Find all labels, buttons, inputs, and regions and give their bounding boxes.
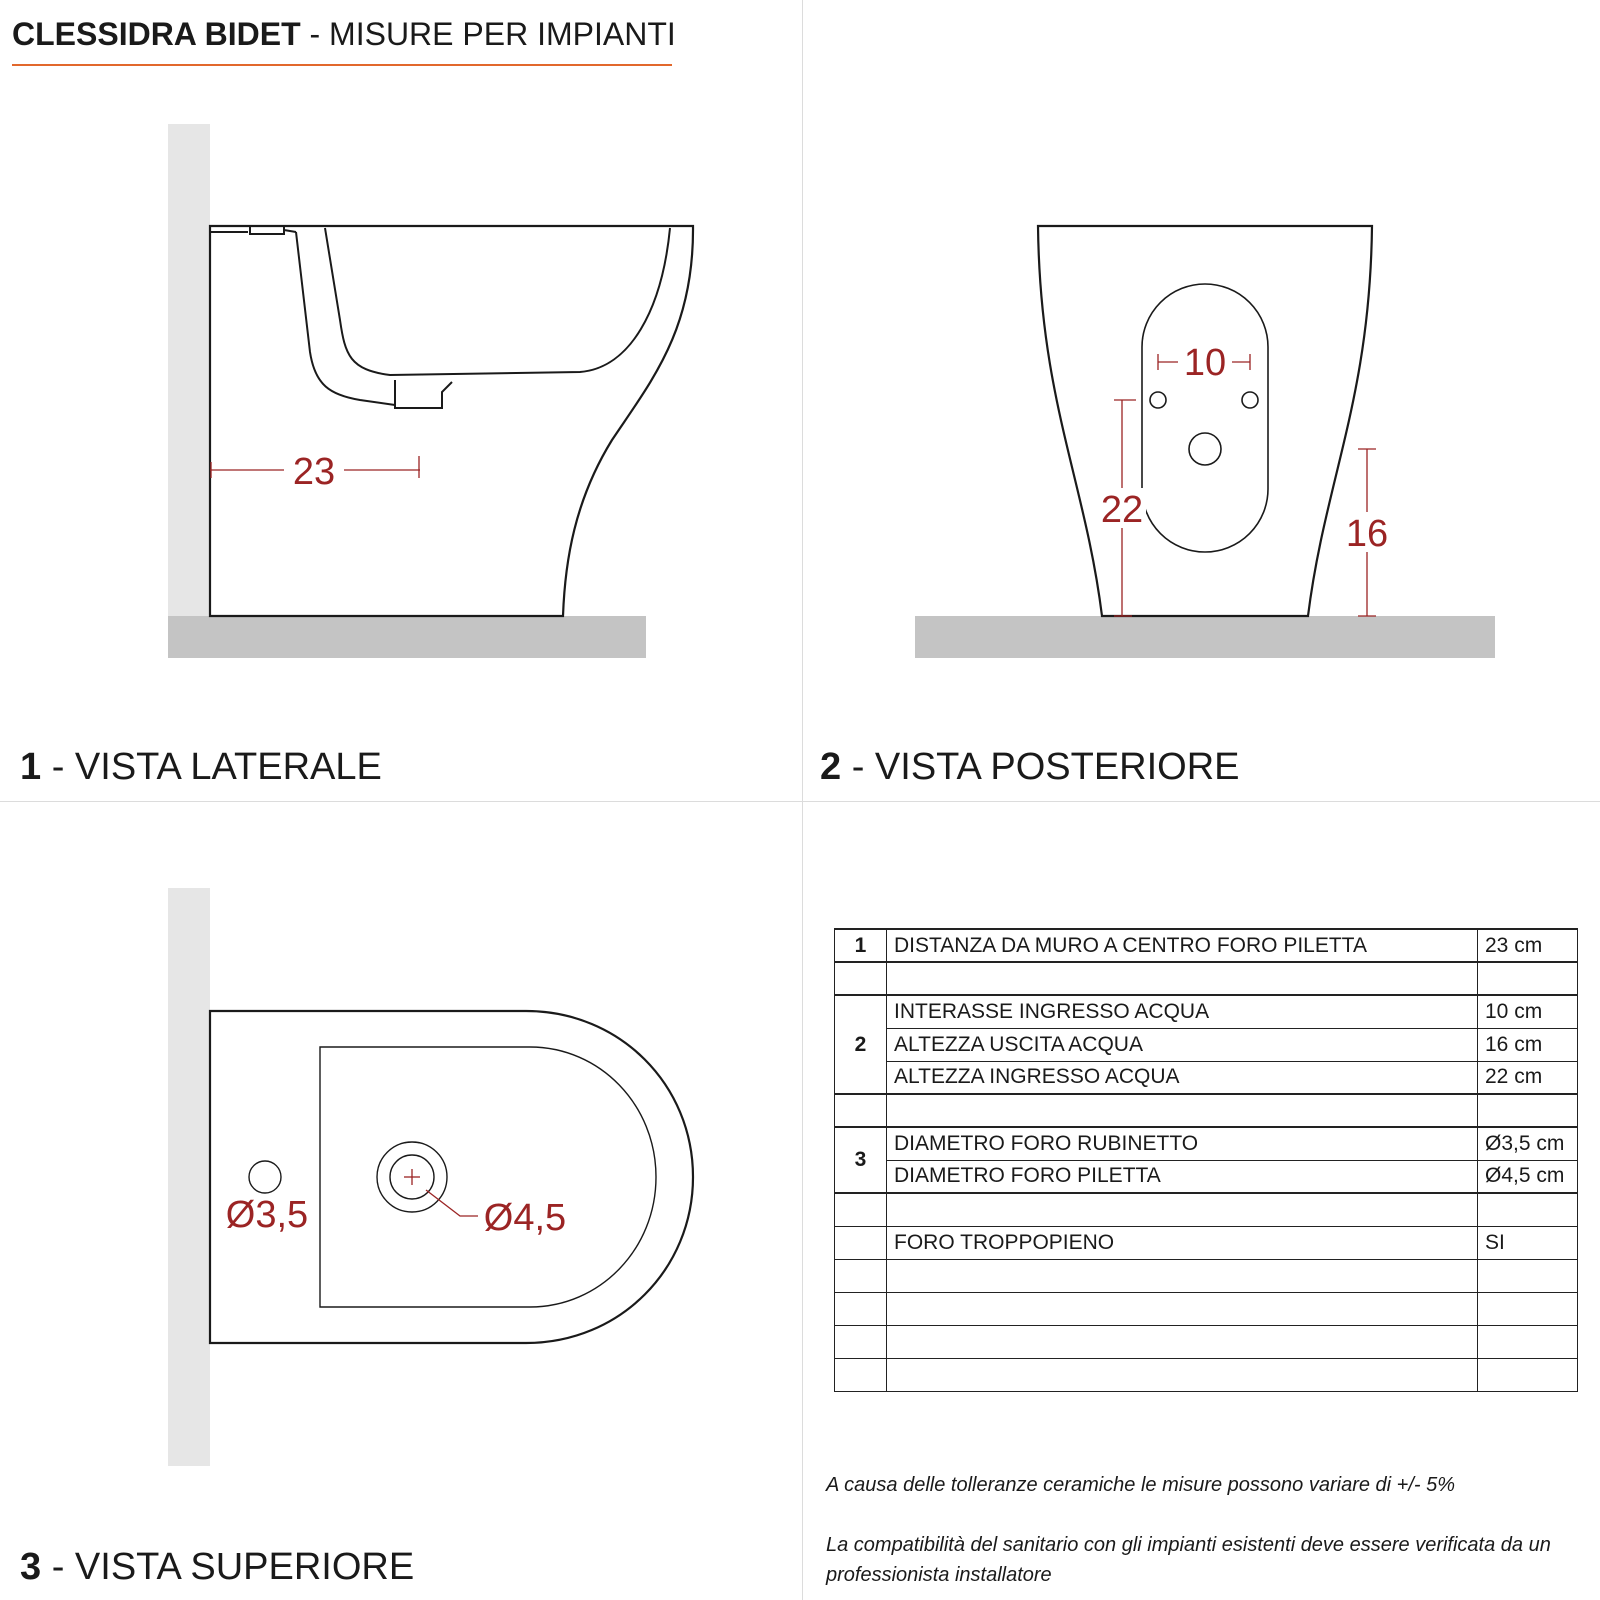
dim-label-10: 10 bbox=[1183, 342, 1227, 384]
tap-hole-top bbox=[210, 226, 296, 234]
tap-hole bbox=[249, 1161, 281, 1193]
view-name: - VISTA POSTERIORE bbox=[841, 746, 1240, 788]
title-subtitle: - MISURE PER IMPIANTI bbox=[300, 16, 676, 52]
view-number: 1 bbox=[20, 746, 42, 788]
wall bbox=[168, 124, 210, 616]
row-label bbox=[887, 1193, 1478, 1226]
wall bbox=[168, 888, 210, 1466]
dim-label-35: Ø3,5 bbox=[225, 1194, 309, 1236]
table-row bbox=[835, 1028, 1578, 1061]
rear-connection-plate bbox=[1142, 284, 1268, 552]
row-value bbox=[1478, 1193, 1578, 1226]
product-name: CLESSIDRA BIDET bbox=[12, 16, 301, 52]
row-value bbox=[1478, 1325, 1578, 1358]
bowl-inner-outline bbox=[325, 228, 670, 375]
table-row bbox=[835, 1226, 1578, 1259]
row-value bbox=[1478, 1292, 1578, 1325]
dim-label-22: 22 bbox=[1100, 489, 1144, 531]
row-label: INTERASSE INGRESSO ACQUA bbox=[887, 995, 1478, 1028]
row-label: FORO TROPPOPIENO bbox=[887, 1226, 1478, 1259]
row-index bbox=[835, 1226, 887, 1259]
side-view-drawing bbox=[168, 124, 693, 658]
dim-label-16: 16 bbox=[1345, 513, 1389, 555]
row-label bbox=[887, 1292, 1478, 1325]
row-index: 3 bbox=[835, 1127, 887, 1193]
bidet-side-outline bbox=[210, 226, 693, 616]
dim-label-23: 23 bbox=[292, 451, 336, 493]
leader-line-45 bbox=[426, 1190, 478, 1216]
row-index: 2 bbox=[835, 995, 887, 1094]
row-label: DISTANZA DA MURO A CENTRO FORO PILETTA bbox=[887, 929, 1478, 962]
table-row bbox=[835, 995, 1578, 1028]
row-label bbox=[887, 1325, 1478, 1358]
table-row bbox=[835, 1325, 1578, 1358]
table-row bbox=[835, 1292, 1578, 1325]
top-view-drawing bbox=[168, 888, 693, 1466]
inlet-hole-left bbox=[1150, 392, 1166, 408]
view-label-top bbox=[20, 1544, 414, 1590]
measurements-table bbox=[834, 928, 1578, 1392]
outlet-hole bbox=[1189, 433, 1221, 465]
row-value: 23 cm bbox=[1478, 929, 1578, 962]
row-label: ALTEZZA INGRESSO ACQUA bbox=[887, 1061, 1478, 1094]
row-value: SI bbox=[1478, 1226, 1578, 1259]
row-label bbox=[887, 962, 1478, 995]
row-value bbox=[1478, 1259, 1578, 1292]
table-row bbox=[835, 1160, 1578, 1193]
table-row bbox=[835, 1193, 1578, 1226]
table-row bbox=[835, 962, 1578, 995]
tolerance-note: A causa delle tolleranze ceramiche le misure possono variare di +/- 5% bbox=[826, 1474, 1456, 1496]
table-row bbox=[835, 1094, 1578, 1127]
row-label bbox=[887, 1094, 1478, 1127]
view-number: 2 bbox=[820, 746, 842, 788]
row-value bbox=[1478, 1358, 1578, 1391]
table-row bbox=[835, 1061, 1578, 1094]
row-value bbox=[1478, 1094, 1578, 1127]
bowl-top-outline bbox=[320, 1047, 656, 1307]
row-label: DIAMETRO FORO RUBINETTO bbox=[887, 1127, 1478, 1160]
drain-outlet bbox=[395, 380, 452, 408]
row-index: 1 bbox=[835, 929, 887, 962]
row-index bbox=[835, 1259, 887, 1292]
floor bbox=[915, 616, 1495, 658]
row-value: Ø3,5 cm bbox=[1478, 1127, 1578, 1160]
compatibility-note: La compatibilità del sanitario con gli impianti esistenti deve essere verificata da un professionista installatore bbox=[826, 1534, 1551, 1586]
row-label bbox=[887, 1358, 1478, 1391]
row-label: DIAMETRO FORO PILETTA bbox=[887, 1160, 1478, 1193]
view-label-side bbox=[20, 744, 382, 790]
row-value: 22 cm bbox=[1478, 1061, 1578, 1094]
row-index bbox=[835, 1358, 887, 1391]
row-value: Ø4,5 cm bbox=[1478, 1160, 1578, 1193]
rear-view-drawing bbox=[915, 226, 1495, 658]
table-row bbox=[835, 1127, 1578, 1160]
row-value: 10 cm bbox=[1478, 995, 1578, 1028]
row-index bbox=[835, 1325, 887, 1358]
table-row bbox=[835, 1259, 1578, 1292]
view-name: - VISTA SUPERIORE bbox=[41, 1546, 415, 1588]
row-value bbox=[1478, 962, 1578, 995]
row-index bbox=[835, 1193, 887, 1226]
table-row bbox=[835, 929, 1578, 962]
dim-label-45: Ø4,5 bbox=[483, 1197, 567, 1239]
inlet-hole-right bbox=[1242, 392, 1258, 408]
row-index bbox=[835, 1292, 887, 1325]
row-value: 16 cm bbox=[1478, 1028, 1578, 1061]
bidet-top-outline bbox=[210, 1011, 693, 1343]
row-index bbox=[835, 1094, 887, 1127]
table-row bbox=[835, 1358, 1578, 1391]
row-index bbox=[835, 962, 887, 995]
bowl-wall-outline bbox=[296, 232, 395, 405]
row-label: ALTEZZA USCITA ACQUA bbox=[887, 1028, 1478, 1061]
view-label-rear bbox=[820, 744, 1240, 790]
view-name: - VISTA LATERALE bbox=[41, 746, 382, 788]
floor bbox=[168, 616, 646, 658]
row-label bbox=[887, 1259, 1478, 1292]
view-number: 3 bbox=[20, 1546, 42, 1588]
